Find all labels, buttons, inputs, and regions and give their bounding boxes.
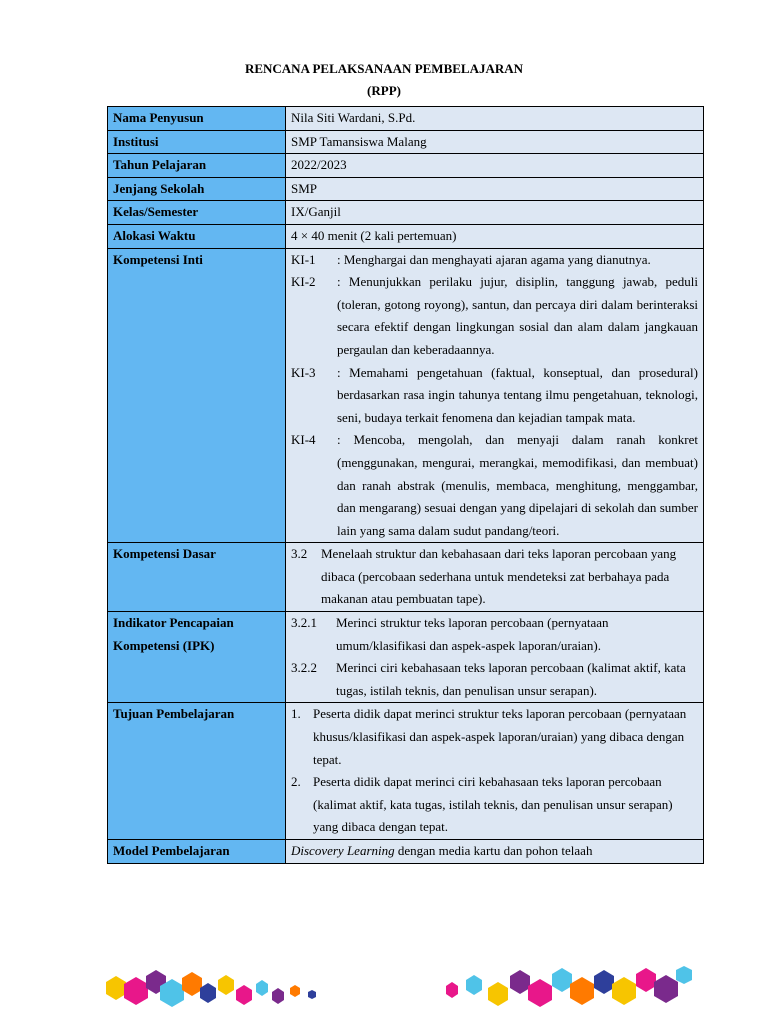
value-kelas: IX/Ganjil bbox=[286, 201, 704, 225]
ki-code: KI-2 bbox=[291, 274, 316, 290]
tujuan-text: Peserta didik dapat merinci ciri kebahasaan teks laporan percobaan (kalimat aktif, kata tugas, istilah teknis, dan penulisan unsur serapan) yang dibaca dengan tepat. bbox=[313, 774, 673, 835]
label-institusi: Institusi bbox=[108, 130, 286, 154]
row-ipk bbox=[108, 612, 704, 703]
ki-item bbox=[291, 362, 698, 430]
value-penyusun: Nila Siti Wardani, S.Pd. bbox=[286, 107, 704, 131]
ipk-item bbox=[291, 657, 698, 702]
label-ki: Kompetensi Inti bbox=[108, 248, 286, 543]
hexagon-pattern bbox=[106, 966, 692, 1007]
ki-code: KI-4 bbox=[291, 432, 316, 448]
row-model bbox=[108, 840, 704, 864]
ki-text: : Mencoba, mengolah, dan menyaji dalam ranah konkret (menggunakan, mengurai, merangkai, memodifikasi, dan membuat) dan ranah abstrak (menulis, membaca, menghitung, menggambar, dan mengarang) sesuai dengan yang dipelajari di sekolah dan sumber lain yang sama dalam sudut pandang/teori. bbox=[337, 432, 698, 538]
ki-text: : Menunjukkan perilaku jujur, disiplin, tanggung jawab, peduli (toleran, gotong royong), santun, dan percaya diri dalam berinteraksi secara efektif dengan lingkungan sosial dan alam dalam jangkauan pergaulan dan keberadaannya. bbox=[337, 274, 698, 357]
model-name: Discovery Learning bbox=[291, 843, 395, 858]
value-tujuan bbox=[286, 703, 704, 840]
ipk-text: Merinci ciri kebahasaan teks laporan percobaan (kalimat aktif, kata tugas, istilah teknis, dan penulisan unsur serapan). bbox=[336, 660, 686, 698]
value-model bbox=[286, 840, 704, 864]
document-subtitle: (RPP) bbox=[367, 83, 401, 98]
label-tahun: Tahun Pelajaran bbox=[108, 154, 286, 178]
ki-code: KI-1 bbox=[291, 251, 316, 267]
ipk-item bbox=[291, 612, 698, 657]
row-jenjang bbox=[108, 177, 704, 201]
ki-item bbox=[291, 249, 698, 272]
ki-text: : Memahami pengetahuan (faktual, konseptual, dan prosedural) berdasarkan rasa ingin tahunya tentang ilmu pengetahuan, teknologi, seni, budaya terkait fenomena dan kejadian tampak mata. bbox=[337, 364, 698, 425]
value-tahun: 2022/2023 bbox=[286, 154, 704, 178]
row-alokasi bbox=[108, 224, 704, 248]
value-jenjang: SMP bbox=[286, 177, 704, 201]
kd-number: 3.2 bbox=[291, 546, 308, 562]
ipk-number: 3.2.2 bbox=[291, 660, 317, 676]
ki-code: KI-3 bbox=[291, 364, 316, 380]
kd-text: Menelaah struktur dan kebahasaan dari teks laporan percobaan yang dibaca (percobaan sederhana untuk mendeteksi zat berbahaya pada makanan atau pembuatan tape). bbox=[321, 546, 677, 607]
label-alokasi: Alokasi Waktu bbox=[108, 224, 286, 248]
tujuan-number: 1. bbox=[291, 706, 301, 722]
ki-item bbox=[291, 429, 698, 542]
label-jenjang: Jenjang Sekolah bbox=[108, 177, 286, 201]
label-ipk: Indikator Pencapaian Kompetensi (IPK) bbox=[108, 612, 286, 703]
row-kd bbox=[108, 543, 704, 612]
document-title: RENCANA PELAKSANAAN PEMBELAJARAN bbox=[244, 61, 524, 76]
label-penyusun: Nama Penyusun bbox=[108, 107, 286, 131]
tujuan-item bbox=[291, 703, 698, 771]
label-tujuan: Tujuan Pembelajaran bbox=[108, 703, 286, 840]
ipk-number: 3.2.1 bbox=[291, 615, 317, 631]
label-kelas: Kelas/Semester bbox=[108, 201, 286, 225]
row-institusi bbox=[108, 130, 704, 154]
value-ipk bbox=[286, 612, 704, 703]
kd-item bbox=[291, 543, 698, 611]
ki-text: : Menghargai dan menghayati ajaran agama yang dianutnya. bbox=[337, 251, 651, 267]
decorative-hexagon-band bbox=[96, 962, 702, 1012]
row-penyusun bbox=[108, 107, 704, 131]
ipk-text: Merinci struktur teks laporan percobaan (pernyataan umum/klasifikasi dan aspek-aspek laporan/uraian). bbox=[336, 615, 609, 653]
row-ki bbox=[108, 248, 704, 543]
row-kelas bbox=[108, 201, 704, 225]
value-institusi: SMP Tamansiswa Malang bbox=[286, 130, 704, 154]
label-kd: Kompetensi Dasar bbox=[108, 543, 286, 612]
value-ki bbox=[286, 248, 704, 543]
tujuan-number: 2. bbox=[291, 774, 301, 790]
tujuan-item bbox=[291, 771, 698, 839]
tujuan-text: Peserta didik dapat merinci struktur teks laporan percobaan (pernyataan khusus/klasifikasi dan aspek-aspek laporan/uraian) yang dibaca dengan tepat. bbox=[313, 706, 687, 767]
value-alokasi: 4 × 40 menit (2 kali pertemuan) bbox=[286, 224, 704, 248]
model-desc: dengan media kartu dan pohon telaah bbox=[394, 843, 593, 858]
ki-item bbox=[291, 271, 698, 361]
value-kd bbox=[286, 543, 704, 612]
row-tahun bbox=[108, 154, 704, 178]
label-model: Model Pembelajaran bbox=[108, 840, 286, 864]
rpp-table bbox=[107, 106, 704, 864]
row-tujuan bbox=[108, 703, 704, 840]
